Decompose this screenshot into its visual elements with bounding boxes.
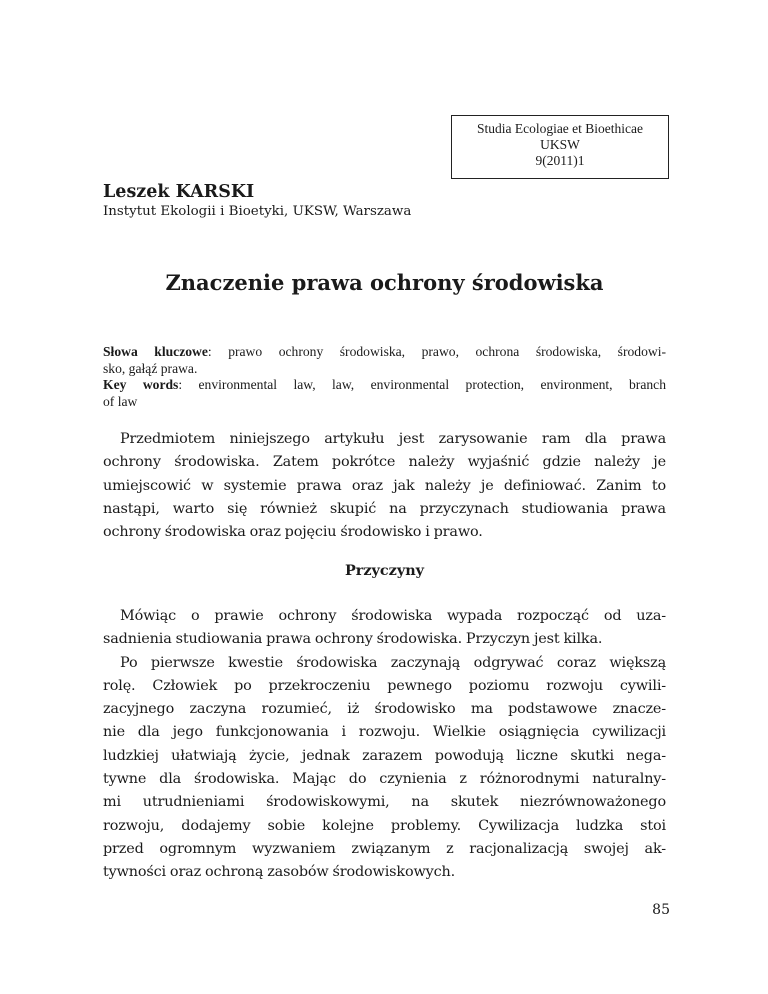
intro-line: ochrony środowiska oraz pojęciu środowisko i prawo. bbox=[103, 524, 483, 541]
keywords-block bbox=[103, 344, 666, 410]
keywords-en-line-2: of law bbox=[103, 393, 138, 409]
section-line: rozwoju, dodajemy sobie kolejne problemy. Cywilizacja ludzka stoi bbox=[103, 817, 666, 834]
keywords-en-label: Key words bbox=[103, 377, 179, 392]
keywords-pl-label: Słowa kluczowe bbox=[103, 344, 208, 359]
intro-line: Przedmiotem niniejszego artykułu jest zarysowanie ram dla prawa bbox=[120, 431, 666, 447]
section-heading: Przyczyny bbox=[344, 562, 425, 579]
section-line: sadnienia studiowania prawa ochrony środowiska. Przyczyn jest kilka. bbox=[103, 631, 603, 648]
section-line: tywności oraz ochroną zasobów środowiskowych. bbox=[103, 864, 456, 881]
section-line: przed ogromnym wyzwaniem związanym z racjonalizacją swojej ak- bbox=[103, 840, 666, 857]
journal-name: Studia Ecologiae et Bioethicae bbox=[476, 121, 644, 136]
journal-issue: 9(2011)1 bbox=[535, 153, 585, 168]
intro-line: nastąpi, warto się również skupić na przyczynach studiowania prawa bbox=[103, 500, 666, 517]
section-line: tywne dla środowiska. Mając do czynienia z różnorodnymi naturalny- bbox=[103, 771, 666, 788]
section-line: zacyjnego zaczyna rozumieć, iż środowisko ma podstawowe znacze- bbox=[103, 701, 666, 718]
article-title: Znaczenie prawa ochrony środowiska bbox=[165, 270, 604, 295]
section-line: mi utrudnieniami środowiskowymi, na skutek niezrównoważonego bbox=[103, 794, 666, 811]
intro-paragraph bbox=[103, 428, 666, 544]
intro-line: ochrony środowiska. Zatem pokrótce należy wyjaśnić gdzie należy je bbox=[103, 454, 666, 471]
keywords-pl-line bbox=[103, 344, 666, 361]
journal-publisher: UKSW bbox=[540, 137, 580, 152]
section-body bbox=[103, 605, 666, 885]
section-line: rolę. Człowiek po przekroczeniu pewnego poziomu rozwoju cywili- bbox=[103, 677, 666, 694]
section-line: nie dla jego funkcjonowania i rozwoju. Wielkie osiągnięcia cywilizacji bbox=[103, 724, 666, 741]
author-name: Leszek KARSKI bbox=[103, 182, 255, 202]
keywords-en-text: : environmental law, law, environmental protection, environment, branch bbox=[178, 377, 666, 392]
author-affiliation: Instytut Ekologii i Bioetyki, UKSW, Warszawa bbox=[103, 204, 412, 219]
intro-line: umiejscowić w systemie prawa oraz jak należy je definiować. Zanim to bbox=[103, 477, 666, 494]
section-line: ludzkiej ułatwiają życie, jednak zarazem powodują liczne skutki nega- bbox=[103, 747, 666, 764]
keywords-pl-line-2: sko, gałąź prawa. bbox=[103, 360, 198, 376]
section-line: Po pierwsze kwestie środowiska zaczynają odgrywać coraz większą bbox=[120, 654, 666, 671]
keywords-pl-text: : prawo ochrony środowiska, prawo, ochrona środowiska, środowi- bbox=[207, 344, 666, 359]
journal-info-box bbox=[451, 115, 669, 179]
keywords-en-line bbox=[103, 377, 666, 394]
page-number: 85 bbox=[652, 902, 670, 918]
section-line: Mówiąc o prawie ochrony środowiska wypada rozpocząć od uza- bbox=[120, 608, 666, 624]
